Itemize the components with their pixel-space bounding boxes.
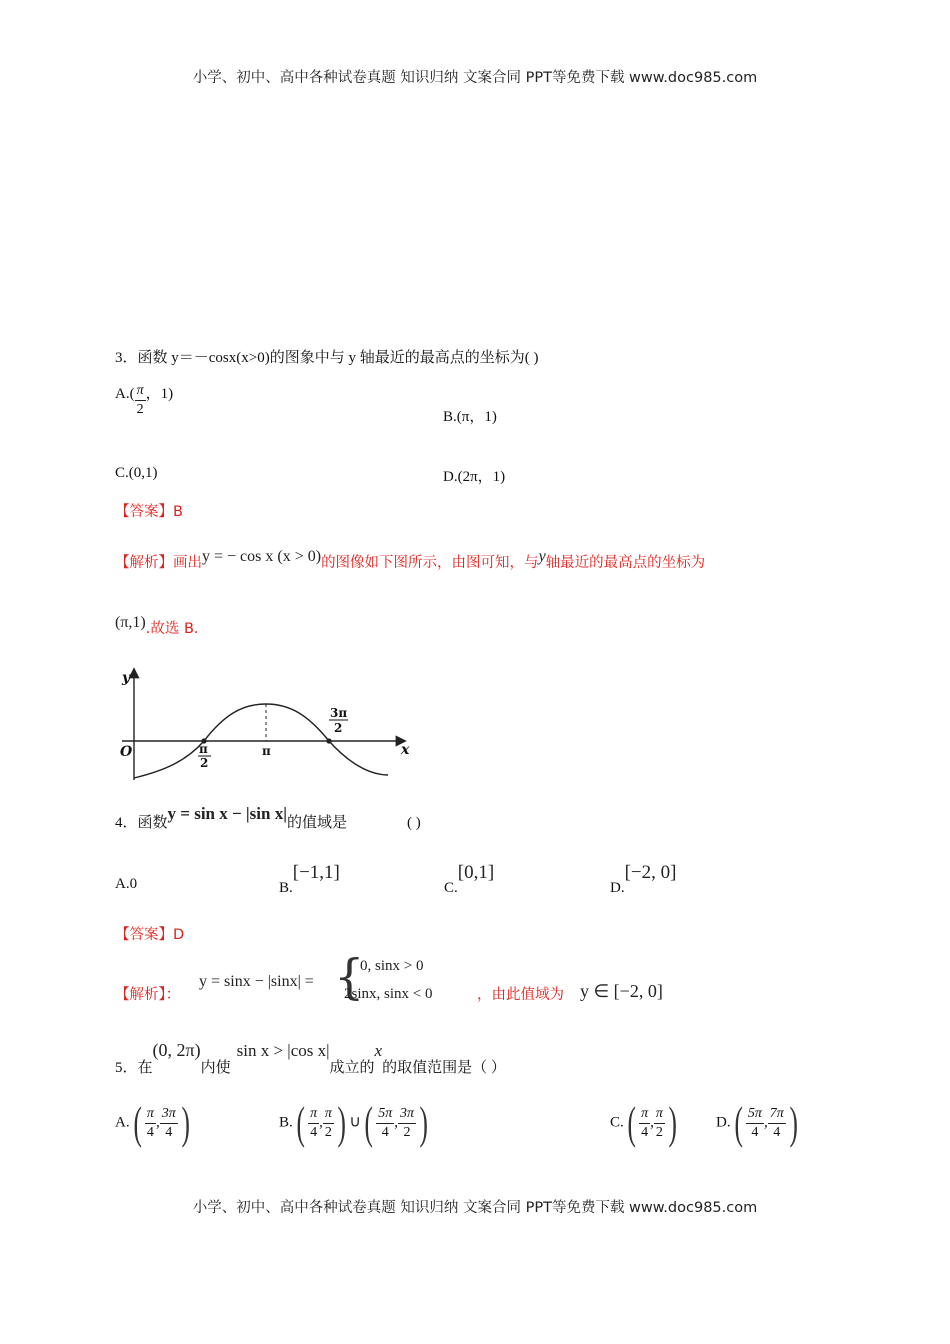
q3-a-num: π	[135, 384, 146, 401]
q5-d-hi-num: 7π	[768, 1107, 786, 1124]
q3-stem: 3．函数 y＝－cosx(x>0)的图象中与 y 轴最近的最高点的坐标为( )	[115, 350, 539, 366]
graph-y-label: y	[122, 670, 131, 686]
q5-c-lo-den: 4	[641, 1124, 649, 1140]
q5-d-label: D.	[716, 1114, 731, 1131]
label-pi: π	[262, 744, 271, 758]
q4-b-value: [−1,1]	[292, 862, 340, 883]
page-footer: 小学、初中、高中各种试卷真题 知识归纳 文案合同 PPT等免费下载 www.doc985.com	[192, 1200, 758, 1216]
q3-a-pre: A.(	[115, 386, 135, 402]
q3-exp-point: (π,1)	[115, 614, 146, 631]
q3-option-c: C.(0,1)	[115, 465, 158, 481]
q4-c-label: C.	[444, 880, 458, 896]
q5-b1-hi-den: 2	[324, 1124, 332, 1140]
q4-stem-pre: 4．函数	[115, 815, 168, 831]
q4-exp-mid: ，由此值域为	[477, 987, 564, 1003]
q3-option-b: B.(π，1)	[443, 409, 497, 425]
q4-case-brace: {	[334, 949, 365, 1005]
q4-option-a: A.0	[115, 876, 138, 892]
q5-c-label: C.	[610, 1114, 624, 1131]
q4-b-label: B.	[279, 880, 293, 896]
label-3pi-over-2-den: 2	[334, 721, 343, 735]
q5-b2-lo-den: 4	[381, 1124, 389, 1140]
q5-t3: 的取值范围是（ ）	[382, 1060, 506, 1076]
q3-explanation-line2	[115, 614, 199, 638]
q5-b1-lo-num: π	[308, 1107, 319, 1124]
cosine-graph	[112, 660, 422, 785]
q5-b2-hi-num: 3π	[398, 1107, 416, 1124]
q3-answer: 【答案】B	[115, 504, 183, 520]
q5-option-c: C.( $\frac{\pi}{4}$ , $\frac{\pi}{2}$ )	[610, 1097, 677, 1148]
q5-option-d: D.( $\frac{5\pi}{4}$ , $\frac{7\pi}{4}$ )	[716, 1097, 798, 1148]
page-header: 小学、初中、高中各种试卷真题 知识归纳 文案合同 PPT等免费下载 www.doc985.com	[192, 70, 758, 86]
q5-a-lo-den: 4	[146, 1124, 154, 1140]
q5-var: x	[374, 1041, 383, 1060]
q5-a-lo-num: π	[145, 1107, 156, 1124]
q4-option-d	[610, 862, 676, 897]
q5-option-a: A.( $\frac{\pi}{4}$ , $\frac{3\pi}{4}$ )	[115, 1097, 190, 1148]
q5-c-hi-num: π	[654, 1107, 665, 1124]
q5-b2-hi-den: 2	[403, 1124, 411, 1140]
q3-exp-formula: y = − cos x (x > 0)	[202, 548, 322, 565]
q4-case1: 0, sinx > 0	[360, 958, 424, 974]
q3-exp-text2: 轴最近的最高点的坐标为	[545, 555, 706, 571]
q5-t1: 内使	[200, 1060, 231, 1076]
q5-ineq: sin x > |cos x|	[236, 1041, 330, 1060]
q3-a-post: ，1)	[145, 386, 174, 402]
label-pi-over-2-num: π	[199, 742, 208, 756]
q5-t2: 成立的	[329, 1060, 375, 1076]
q5-c-lo-num: π	[639, 1107, 650, 1124]
point-3pi-over-2	[326, 738, 331, 743]
q4-exp-label: 【解析】：	[115, 987, 181, 1003]
q3-exp-y: y	[538, 548, 546, 565]
q3-exp-label: 【解析】画出	[115, 555, 202, 571]
q5-interval: (0, 2π)	[152, 1040, 201, 1060]
q5-option-b: B.( $\frac{\pi}{4}$ , $\frac{\pi}{2}$ ) ∪( $\frac{5\pi}{4}$ , $\frac{3\pi}{2}$ )	[279, 1097, 428, 1148]
q3-explanation	[115, 548, 705, 572]
q5-d-hi-den: 4	[773, 1124, 781, 1140]
q4-option-c	[444, 862, 494, 897]
q4-formula: y = sin x − |sin x|	[167, 804, 287, 823]
q4-stem	[115, 804, 421, 832]
q3-exp-end: .故选 B.	[145, 621, 199, 637]
q4-c-value: [0,1]	[457, 862, 495, 883]
graph-origin-label: O	[120, 744, 133, 760]
q3-option-d: D.(2π，1)	[443, 469, 506, 485]
q4-answer: 【答案】D	[115, 927, 185, 943]
q4-option-b	[279, 862, 340, 897]
q5-stem	[115, 1040, 506, 1077]
q4-case2: 2sinx, sinx < 0	[344, 986, 433, 1002]
q3-exp-text: 的图像如下图所示，由图可知，与	[321, 555, 539, 571]
q5-b1-lo-den: 4	[310, 1124, 318, 1140]
q5-a-hi-den: 4	[165, 1124, 173, 1140]
q5-c-hi-den: 2	[655, 1124, 663, 1140]
q4-exp-range: y ∈ [−2, 0]	[580, 981, 663, 1001]
q5-a-hi-num: 3π	[160, 1107, 178, 1124]
label-pi-over-2-den: 2	[200, 756, 209, 770]
q5-a-label: A.	[115, 1114, 130, 1131]
q5-d-lo-den: 4	[751, 1124, 759, 1140]
graph-x-label: x	[401, 742, 410, 758]
q5-b-union: ∪	[349, 1113, 361, 1131]
q5-d-lo-num: 5π	[746, 1107, 764, 1124]
q4-d-label: D.	[610, 880, 625, 896]
q5-num: 5．在	[115, 1060, 153, 1076]
q4-stem-post: 的值域是	[286, 815, 347, 831]
q3-a-den: 2	[136, 402, 144, 417]
q4-exp-lhs: y = sinx − |sinx| =	[199, 973, 314, 990]
q4-paren: ( )	[406, 815, 421, 831]
label-3pi-over-2-num: 3π	[330, 706, 348, 720]
q5-b2-lo-num: 5π	[376, 1107, 394, 1124]
q5-b1-hi-num: π	[323, 1107, 334, 1124]
q3-option-a	[115, 382, 173, 417]
q4-d-value: [−2, 0]	[624, 862, 677, 883]
q5-b-label: B.	[279, 1114, 293, 1131]
